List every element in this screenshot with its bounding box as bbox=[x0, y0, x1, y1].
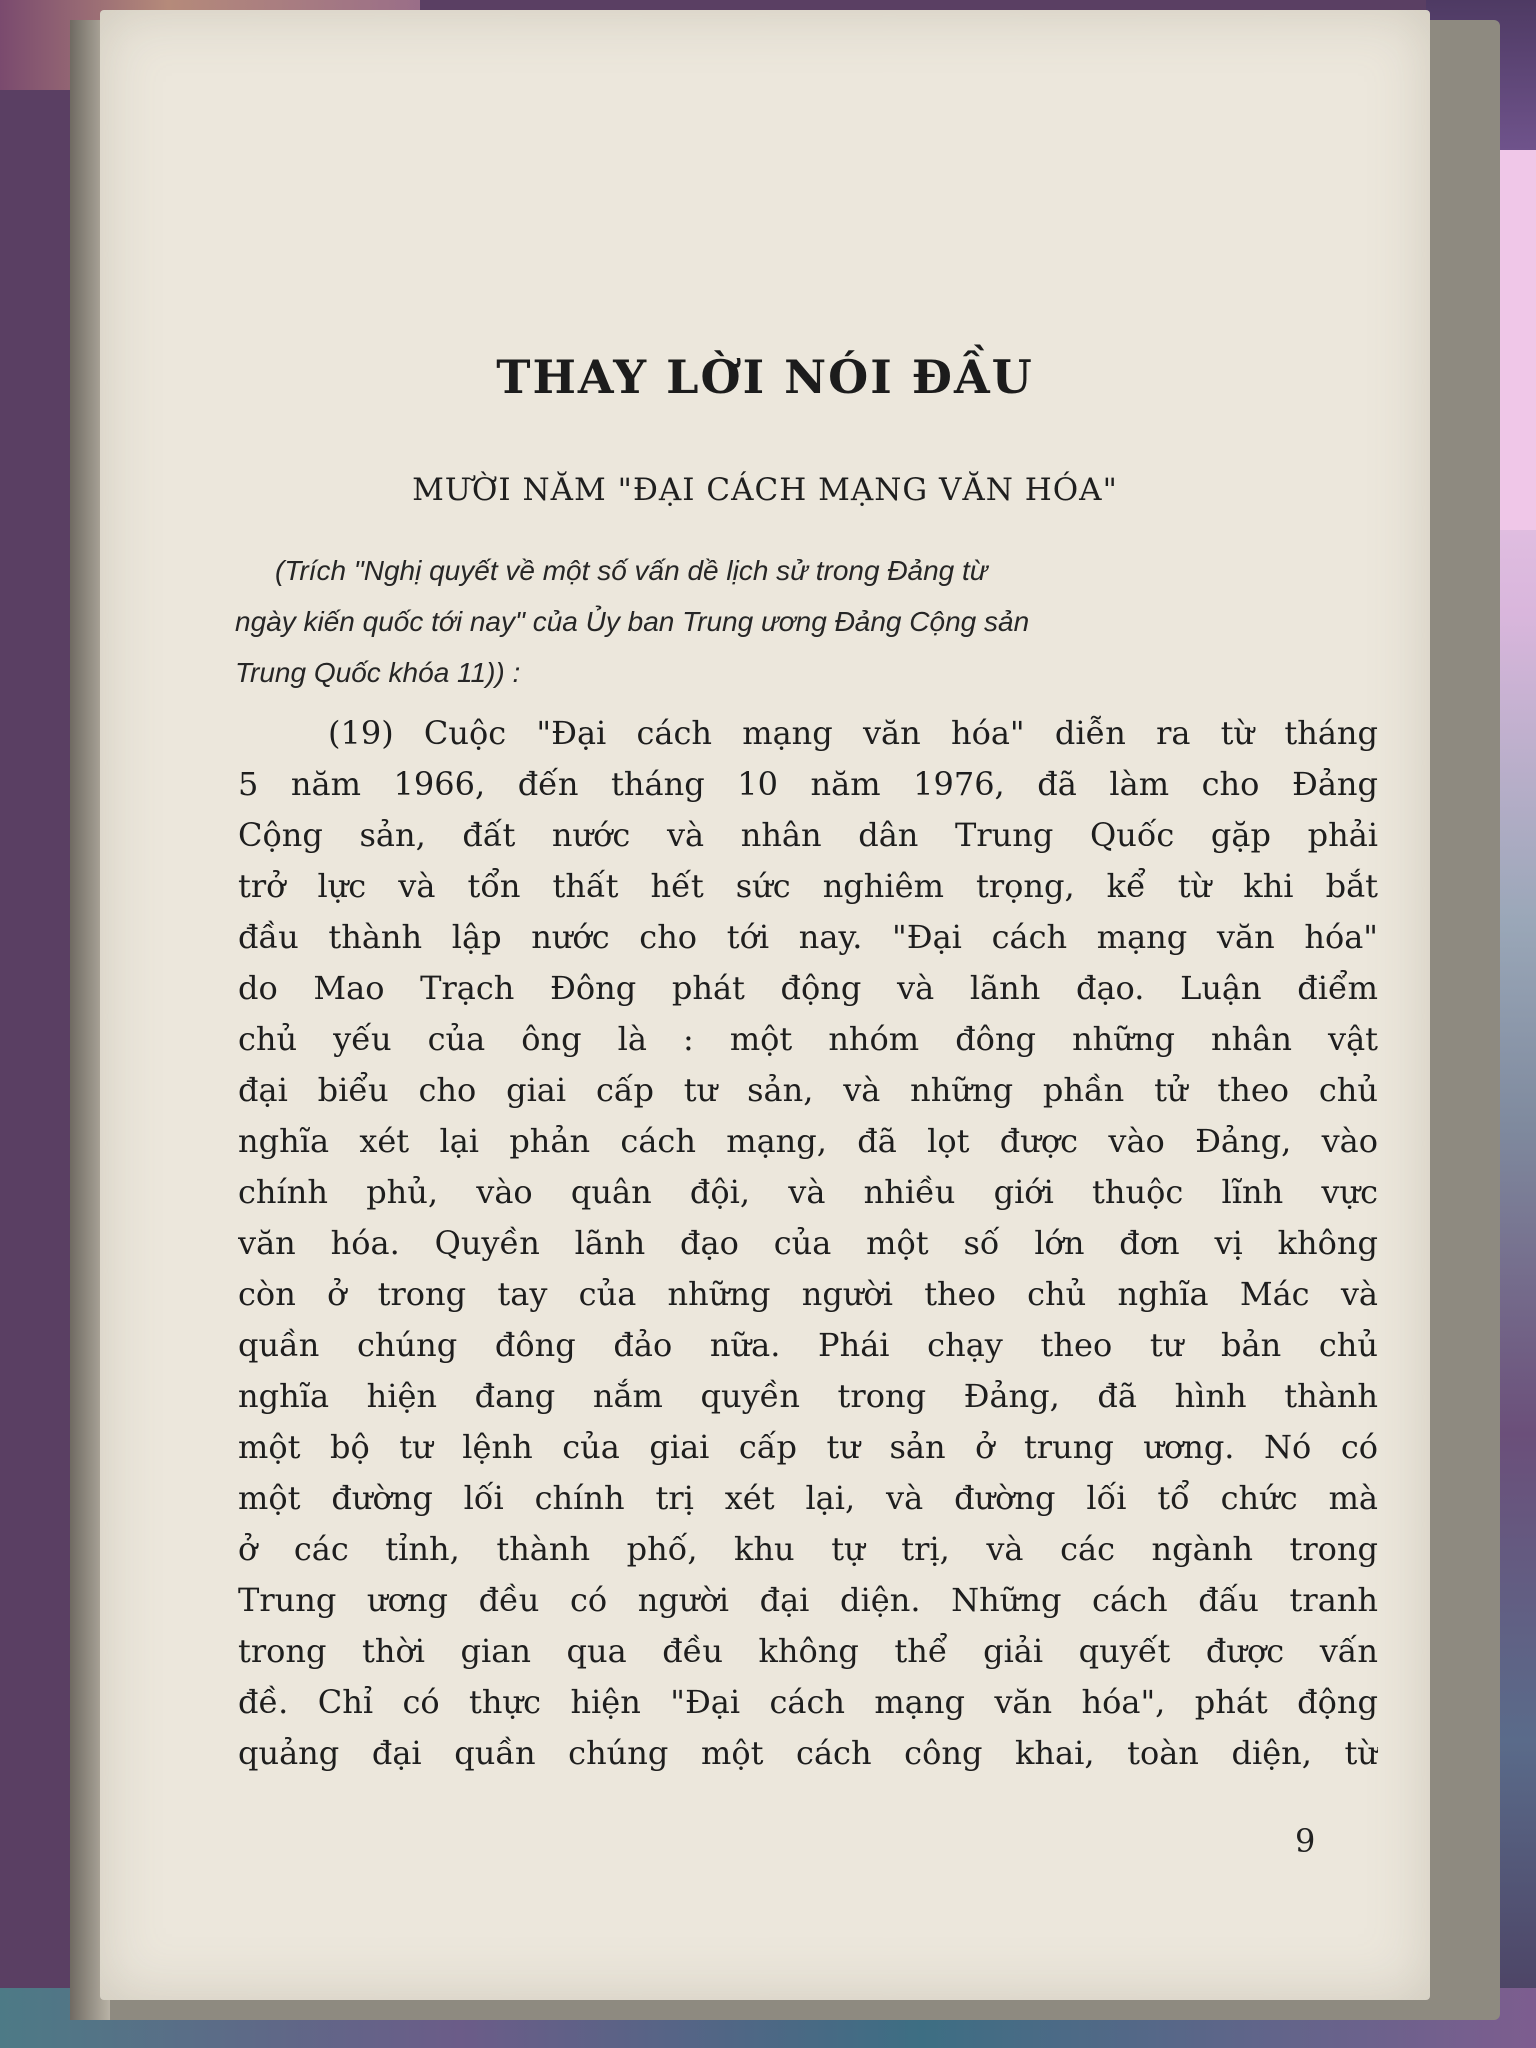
body-line: chủ yếu của ông là : một nhóm đông những nhân vật bbox=[238, 1020, 1378, 1058]
page-title: THAY LỜI NÓI ĐẦU bbox=[496, 350, 1034, 404]
body-line: đầu thành lập nước cho tới nay. "Đại cách mạng văn hóa" bbox=[238, 918, 1378, 956]
citation-quote bbox=[235, 545, 1375, 698]
page-number: 9 bbox=[1295, 1822, 1316, 1860]
body-line: trở lực và tổn thất hết sức nghiêm trọng, kể từ khi bắt bbox=[238, 867, 1378, 905]
body-line: quần chúng đông đảo nữa. Phái chạy theo tư bản chủ bbox=[238, 1326, 1378, 1364]
body-line: trong thời gian qua đều không thể giải quyết được vấn bbox=[238, 1632, 1378, 1670]
body-line: Cộng sản, đất nước và nhân dân Trung Quốc gặp phải bbox=[238, 816, 1378, 854]
section-subtitle: MƯỜI NĂM "ĐẠI CÁCH MẠNG VĂN HÓA" bbox=[412, 472, 1118, 508]
body-paragraph bbox=[238, 708, 1378, 1779]
body-line: đại biểu cho giai cấp tư sản, và những phần tử theo chủ bbox=[238, 1071, 1378, 1109]
citation-line: ngày kiến quốc tới nay" của Ủy ban Trung ương Đảng Cộng sản bbox=[235, 606, 1030, 637]
body-line: còn ở trong tay của những người theo chủ nghĩa Mác và bbox=[238, 1275, 1378, 1313]
body-line: (19) Cuộc "Đại cách mạng văn hóa" diễn ra từ tháng bbox=[328, 714, 1378, 752]
body-line: ở các tỉnh, thành phố, khu tự trị, và các ngành trong bbox=[238, 1530, 1378, 1568]
body-line: văn hóa. Quyền lãnh đạo của một số lớn đơn vị không bbox=[238, 1224, 1378, 1262]
body-line: nghĩa hiện đang nắm quyền trong Đảng, đã hình thành bbox=[238, 1377, 1378, 1415]
body-line: đề. Chỉ có thực hiện "Đại cách mạng văn hóa", phát động bbox=[238, 1683, 1378, 1721]
body-line: 5 năm 1966, đến tháng 10 năm 1976, đã làm cho Đảng bbox=[238, 765, 1378, 803]
citation-line: Trung Quốc khóa 11)) : bbox=[235, 657, 521, 688]
body-line: Trung ương đều có người đại diện. Những cách đấu tranh bbox=[238, 1581, 1378, 1619]
body-line: quảng đại quần chúng một cách công khai, toàn diện, từ bbox=[238, 1734, 1378, 1772]
body-line: một bộ tư lệnh của giai cấp tư sản ở trung ương. Nó có bbox=[238, 1428, 1378, 1466]
citation-line: (Trích "Nghị quyết về một số vấn dề lịch sử trong Đảng từ bbox=[275, 555, 988, 586]
body-line: một đường lối chính trị xét lại, và đường lối tổ chức mà bbox=[238, 1479, 1378, 1517]
body-line: do Mao Trạch Đông phát động và lãnh đạo. Luận điểm bbox=[238, 969, 1378, 1007]
body-line: chính phủ, vào quân đội, và nhiều giới thuộc lĩnh vực bbox=[238, 1173, 1378, 1211]
book-page bbox=[100, 10, 1430, 2000]
body-line: nghĩa xét lại phản cách mạng, đã lọt được vào Đảng, vào bbox=[238, 1122, 1378, 1160]
